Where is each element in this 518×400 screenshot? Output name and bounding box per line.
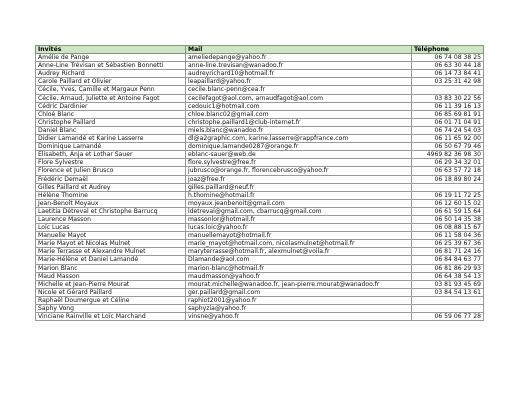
- table-row: [36, 78, 484, 86]
- cell-mail: gilles.paillard@neuf.fr: [186, 183, 412, 191]
- cell-guest: Manuelle Mayot: [36, 232, 186, 240]
- table-row: [36, 70, 484, 78]
- cell-mail: chloe.blanc02@gmail.com: [186, 110, 412, 118]
- cell-mail: leapaillard@yahoo.fr: [186, 78, 412, 86]
- table-row: [36, 207, 484, 215]
- cell-mail: miels.blanc@wanadoo.fr: [186, 126, 412, 134]
- cell-phone: [412, 183, 484, 191]
- cell-phone: 03 84 54 13 61: [412, 288, 484, 296]
- cell-phone: [412, 86, 484, 94]
- cell-mail: massonlor@hotmail.fr: [186, 215, 412, 223]
- table-row: [36, 118, 484, 126]
- cell-mail: h.thomine@hotmail.fr: [186, 191, 412, 199]
- cell-guest: Frédéric Demaël: [36, 175, 186, 183]
- cell-mail: cecilefagot@aol.com, arnaudfagot@aol.com: [186, 94, 412, 102]
- cell-guest: Elisabeth, Anja et Lothar Sauer: [36, 151, 186, 159]
- cell-phone: 06 50 14 35 38: [412, 215, 484, 223]
- cell-phone: 06 08 88 15 67: [412, 224, 484, 232]
- cell-mail: cecile.blanc-penn@cea.fr: [186, 86, 412, 94]
- table-row: [36, 135, 484, 143]
- header-mail: Mail: [186, 46, 412, 54]
- cell-phone: 06 50 67 79 46: [412, 143, 484, 151]
- table-row: [36, 264, 484, 272]
- cell-phone: 06 63 30 44 18: [412, 62, 484, 70]
- cell-guest: Chloé Blanc: [36, 110, 186, 118]
- cell-phone: [412, 296, 484, 304]
- cell-guest: Marie Terrasse et Alexandre Mulnet: [36, 248, 186, 256]
- cell-mail: mourat.michelle@wanadoo.fr, jean-pierre.mourat@wanadoo.fr: [186, 280, 412, 288]
- cell-mail: moyaux.jeanbenoit@gmail.com: [186, 199, 412, 207]
- table-row: [36, 167, 484, 175]
- cell-phone: 06 11 39 16 13: [412, 102, 484, 110]
- cell-guest: Gilles Paillard et Audrey: [36, 183, 186, 191]
- cell-phone: 06 81 71 24 16: [412, 248, 484, 256]
- table-row: [36, 288, 484, 296]
- cell-phone: 06 14 73 84 41: [412, 70, 484, 78]
- table-row: [36, 280, 484, 288]
- table-row: [36, 191, 484, 199]
- cell-mail: vinsne@yahoo.fr: [186, 313, 412, 321]
- cell-guest: Raphaël Doumergue et Céline: [36, 296, 186, 304]
- cell-guest: Cécile, Yves, Camille et Margaux Penn: [36, 86, 186, 94]
- cell-phone: 06 11 58 04 36: [412, 232, 484, 240]
- table-row: [36, 54, 484, 62]
- cell-mail: maryterrasse@hotmail.fr, alexmulnet@voila.fr: [186, 248, 412, 256]
- table-row: [36, 126, 484, 134]
- cell-mail: joaz@free.fr: [186, 175, 412, 183]
- cell-phone: 06 84 84 63 77: [412, 256, 484, 264]
- cell-mail: Dlamande@aol.com: [186, 256, 412, 264]
- header-row: [36, 46, 484, 54]
- table-row: [36, 102, 484, 110]
- table-row: [36, 175, 484, 183]
- cell-mail: dl@a2graphic.com, karine.lasserre@rappfrance.com: [186, 135, 412, 143]
- table-row: [36, 62, 484, 70]
- cell-guest: Marie-Hélène et Daniel Lamandé: [36, 256, 186, 264]
- cell-guest: Didier Lamandé et Karine Lasserre: [36, 135, 186, 143]
- cell-mail: ger.paillard@gmail.com: [186, 288, 412, 296]
- cell-mail: audreyrichard10@hotmail.fr: [186, 70, 412, 78]
- cell-phone: 06 29 34 32 01: [412, 159, 484, 167]
- cell-phone: 06 74 24 54 03: [412, 126, 484, 134]
- cell-guest: Dominique Lamandé: [36, 143, 186, 151]
- table-body: [36, 54, 484, 321]
- table-row: [36, 215, 484, 223]
- table-row: [36, 272, 484, 280]
- cell-mail: dominique.lamande0287@orange.fr: [186, 143, 412, 151]
- cell-guest: Amélie de Pange: [36, 54, 186, 62]
- cell-phone: 06 12 60 15 02: [412, 199, 484, 207]
- cell-mail: jubrusco@orange.fr, florencebrusco@yahoo.fr: [186, 167, 412, 175]
- cell-guest: Jean-Benoît Moyaux: [36, 199, 186, 207]
- cell-guest: Marion Blanc: [36, 264, 186, 272]
- cell-phone: 06 01 71 04 91: [412, 118, 484, 126]
- cell-mail: eblanc-sauer@web.de: [186, 151, 412, 159]
- cell-mail: marion-blanc@hotmail.fr: [186, 264, 412, 272]
- cell-guest: Florence et Julien Brusco: [36, 167, 186, 175]
- cell-phone: 06 11 65 92 00: [412, 135, 484, 143]
- cell-guest: Vinciane Rainville et Loïc Marchand: [36, 313, 186, 321]
- cell-phone: 03 83 30 22 56: [412, 94, 484, 102]
- cell-mail: cedouic1@hotmail.com: [186, 102, 412, 110]
- cell-guest: Hélène Thomine: [36, 191, 186, 199]
- cell-mail: raphiot2001@yahoo.fr: [186, 296, 412, 304]
- table-row: [36, 151, 484, 159]
- cell-phone: 06 19 11 72 25: [412, 191, 484, 199]
- guest-table: [35, 45, 484, 321]
- cell-phone: 06 25 39 67 36: [412, 240, 484, 248]
- table-row: [36, 199, 484, 207]
- cell-mail: maudmasson@yahoo.fr: [186, 272, 412, 280]
- cell-phone: 06 59 06 77 28: [412, 313, 484, 321]
- header-phone: Téléphone: [412, 46, 484, 54]
- table-row: [36, 224, 484, 232]
- table-row: [36, 313, 484, 321]
- header-guests: Invités: [36, 46, 186, 54]
- cell-guest: Saphy Vong: [36, 305, 186, 313]
- cell-phone: 06 81 86 29 93: [412, 264, 484, 272]
- cell-guest: Nicole et Gérard Paillard: [36, 288, 186, 296]
- cell-mail: manuellemayot@hotmail.fr: [186, 232, 412, 240]
- cell-phone: 06 18 89 80 24: [412, 175, 484, 183]
- cell-mail: lucas.loic@yahoo.fr: [186, 224, 412, 232]
- table-row: [36, 183, 484, 191]
- table-row: [36, 305, 484, 313]
- table-row: [36, 248, 484, 256]
- cell-phone: [412, 305, 484, 313]
- cell-guest: Michelle et Jean-Pierre Mourat: [36, 280, 186, 288]
- table-row: [36, 296, 484, 304]
- cell-guest: Audrey Richard: [36, 70, 186, 78]
- cell-phone: 4969 82 36 98 30: [412, 151, 484, 159]
- cell-phone: 06 61 59 15 64: [412, 207, 484, 215]
- table-row: [36, 232, 484, 240]
- cell-phone: 06 85 69 81 91: [412, 110, 484, 118]
- table-row: [36, 159, 484, 167]
- table-row: [36, 256, 484, 264]
- cell-phone: 03 81 93 45 69: [412, 280, 484, 288]
- cell-mail: anne-line.trevisan@wanadoo.fr: [186, 62, 412, 70]
- table-row: [36, 86, 484, 94]
- cell-guest: Daniel Blanc: [36, 126, 186, 134]
- cell-guest: Carole Paillard et Olivier: [36, 78, 186, 86]
- cell-phone: 03 25 31 42 98: [412, 78, 484, 86]
- cell-mail: saphyzia@yahoo.fr: [186, 305, 412, 313]
- cell-guest: Cécile, Arnaud, Juliette et Antoine Fagot: [36, 94, 186, 102]
- cell-guest: Laurence Masson: [36, 215, 186, 223]
- table-row: [36, 94, 484, 102]
- cell-guest: Marie Mayot et Nicolas Mulnet: [36, 240, 186, 248]
- cell-mail: flore.sylvestre@free.fr: [186, 159, 412, 167]
- cell-guest: Loïc Lucas: [36, 224, 186, 232]
- cell-guest: Flore Sylvestre: [36, 159, 186, 167]
- table-row: [36, 110, 484, 118]
- table-row: [36, 240, 484, 248]
- cell-mail: ldetreval@gmail.com, cbarrucq@gmail.com: [186, 207, 412, 215]
- cell-guest: Maud Masson: [36, 272, 186, 280]
- cell-guest: Anne-Line Trévisan et Sébastien Bonnetti: [36, 62, 186, 70]
- table-row: [36, 143, 484, 151]
- cell-phone: 06 63 57 72 18: [412, 167, 484, 175]
- cell-phone: 06 74 08 38 25: [412, 54, 484, 62]
- cell-mail: christophe.paillard1@club-internet.fr: [186, 118, 412, 126]
- cell-mail: ameliedepange@yahoo.fr: [186, 54, 412, 62]
- cell-guest: Laetitia Détreval et Christophe Barrucq: [36, 207, 186, 215]
- cell-mail: marie_mayot@hotmail.com, nicolasmulnet@hotmail.fr: [186, 240, 412, 248]
- cell-guest: Cédric Dardinier: [36, 102, 186, 110]
- cell-phone: 06 64 38 54 13: [412, 272, 484, 280]
- cell-guest: Christophe Paillard: [36, 118, 186, 126]
